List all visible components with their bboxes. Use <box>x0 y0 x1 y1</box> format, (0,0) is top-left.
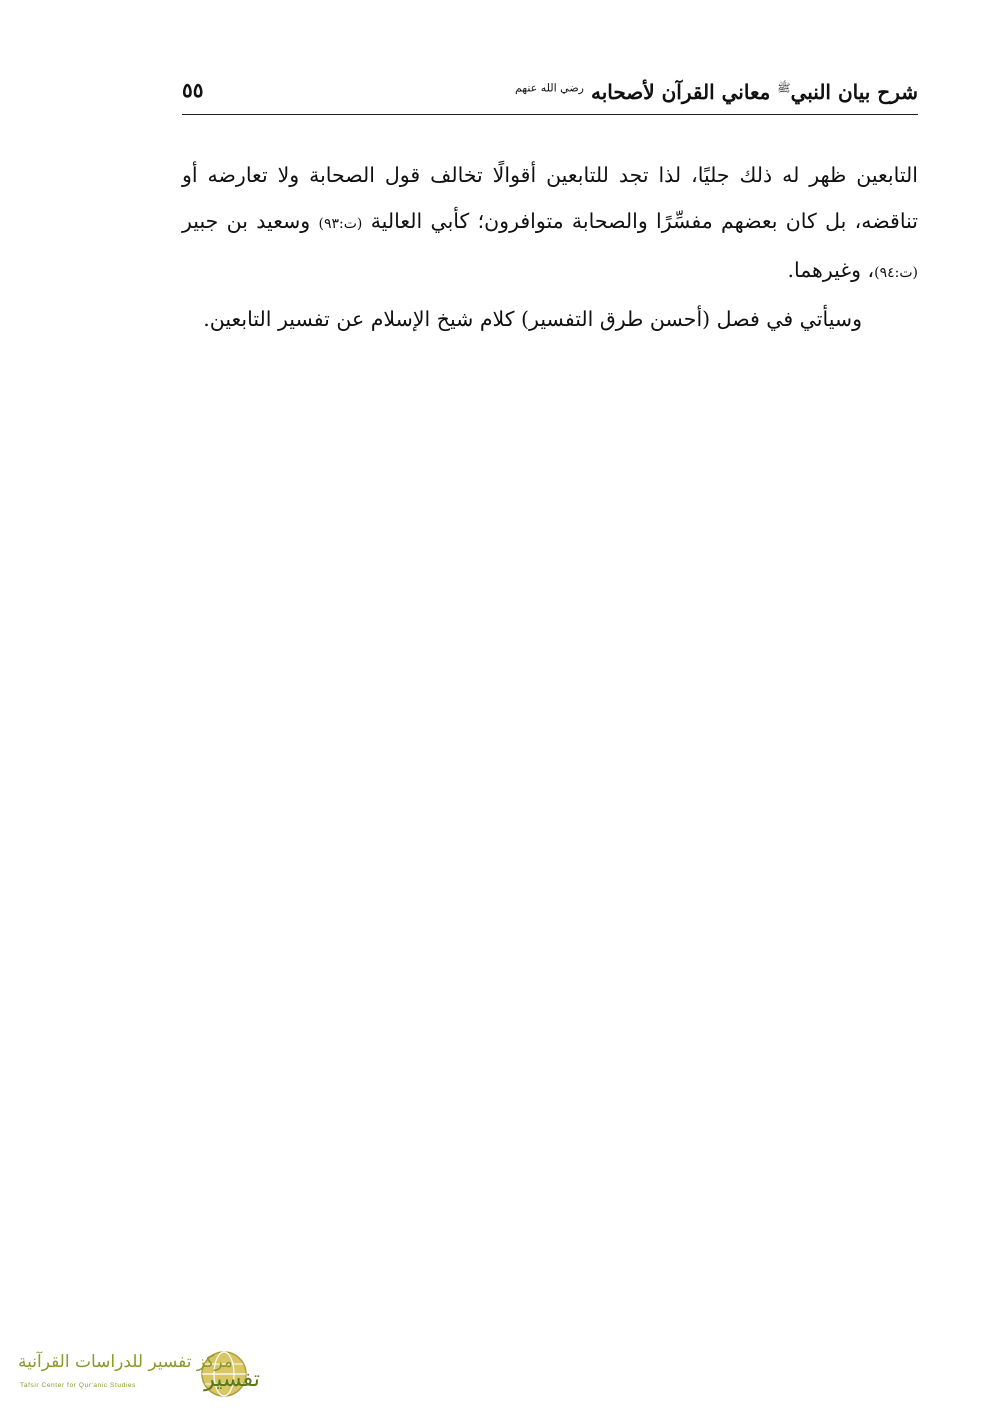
running-header <box>182 76 918 114</box>
paragraph-1-text-b: وسعيد بن جبير <box>182 209 311 233</box>
running-title-part1: شرح بيان النبي <box>790 80 918 104</box>
body-text <box>182 152 918 342</box>
running-title-part2: معاني القرآن لأصحابه <box>590 80 771 104</box>
logo-arabic-name: مركز تفسير للدراسات القرآنية <box>18 1352 233 1372</box>
paragraph-1 <box>182 152 918 296</box>
header-rule <box>182 114 918 115</box>
page-number: ٥٥ <box>182 78 204 102</box>
publisher-logo <box>14 1346 264 1402</box>
honorific-companions: رضي الله عنهم <box>514 81 584 95</box>
paragraph-2: وسيأتي في فصل (أحسن طرق التفسير) كلام شيخ الإسلام عن تفسير التابعين. <box>203 307 862 331</box>
death-date-note: (ت:٩٣) <box>318 216 363 232</box>
running-title <box>515 80 918 104</box>
honorific-prophet: ﷺ <box>777 81 791 95</box>
logo-english-name: Tafsir Center for Qur'anic Studies <box>20 1382 136 1389</box>
paragraph-1-text-c: ، وغيرهما. <box>787 258 875 282</box>
paragraph-1-text-a: التابعين ظهر له ذلك جليًا، لذا تجد للتابعين أقوالًا تخالف قول الصحابة ولا تعارضه أو تناقضه، بل كان بعضهم مفسِّرًا والصحابة متوافرون؛ كأبي العالية <box>182 163 918 233</box>
logo-emblem-word: تفسير <box>204 1367 260 1392</box>
logo-text-block <box>14 1346 233 1402</box>
death-date-note: (ت:٩٤) <box>874 265 918 281</box>
